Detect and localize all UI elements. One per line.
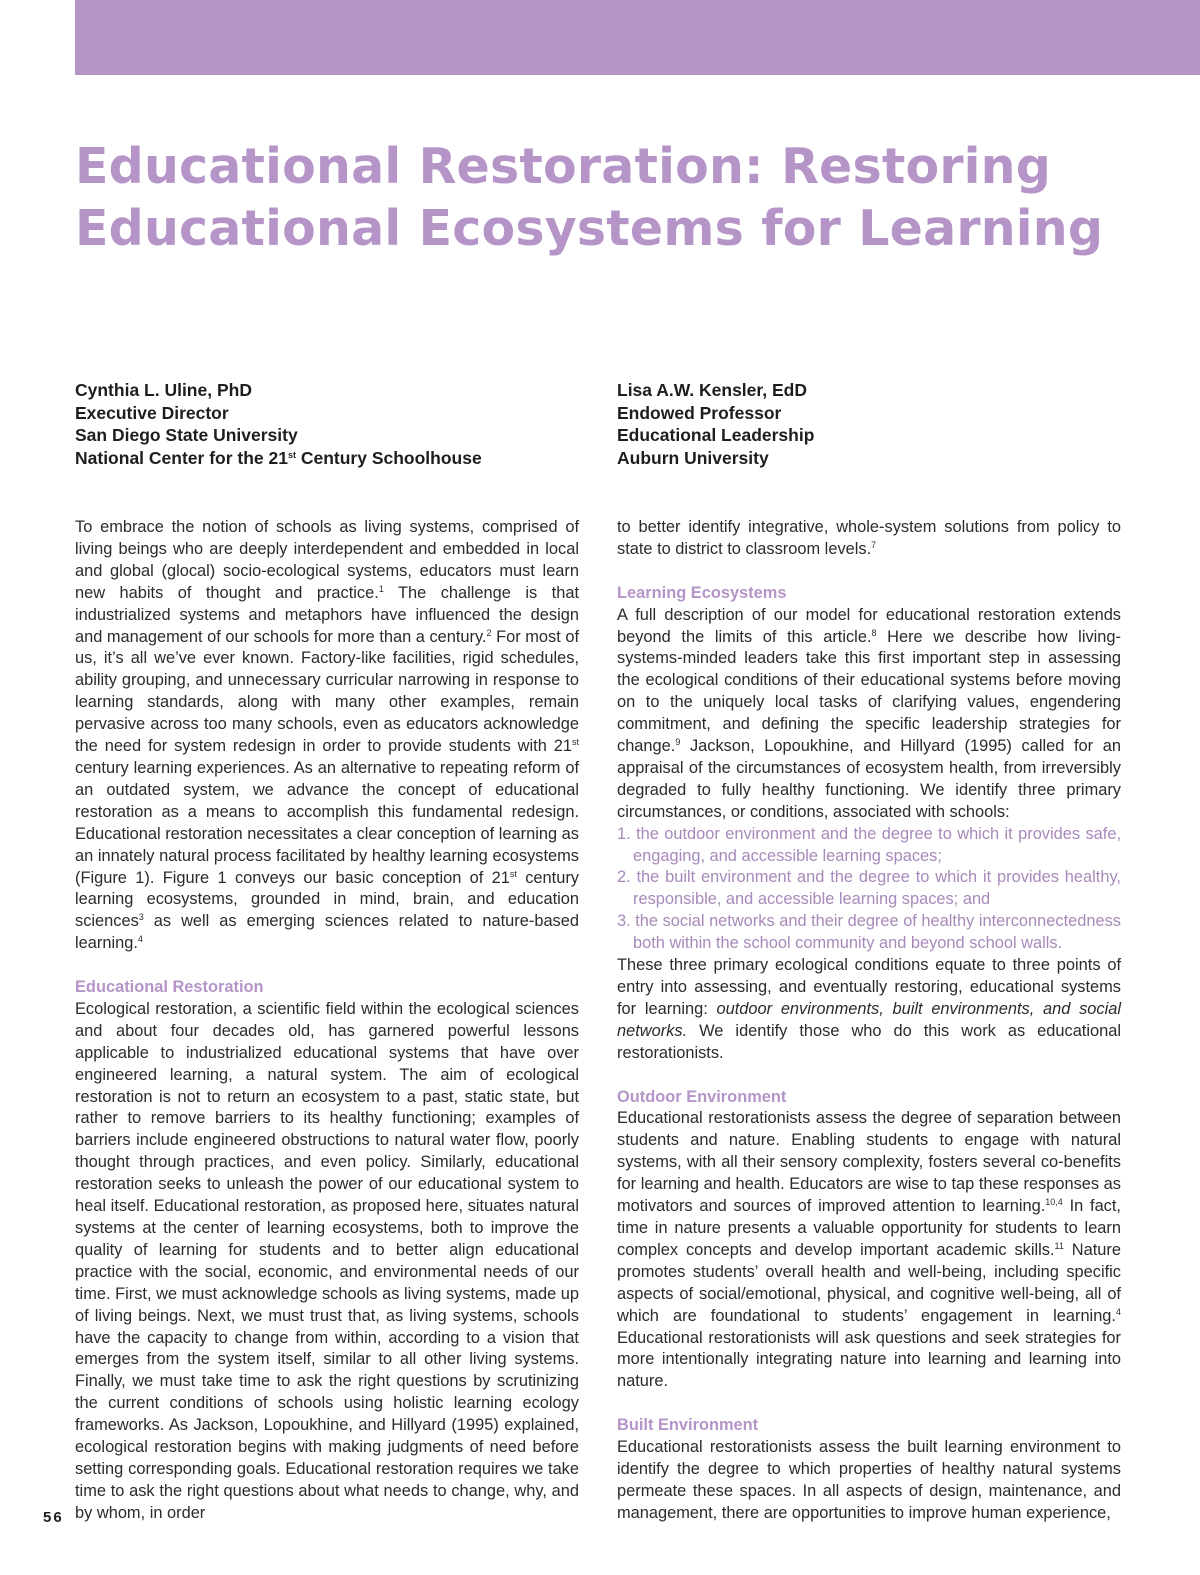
section-heading-learning-ecosystems: Learning Ecosystems [617, 583, 787, 602]
intro-paragraph: To embrace the notion of schools as living systems, comprised of living beings who are deeply interdependent and embedded in local and global (glocal) socio-ecological systems, educators must learn new habits of thought and practice.$^1$ The challenge is that industrialized systems and metaphors have influenced the design and management of our schools for more than a century.$^2$ For most of us, it’s all we’ve ever known. Factory-like facilities, rigid schedules, ability grouping, and unnecessary curricular narrowing in response to learning standards, along with many other examples, remain pervasive across too many schools, even as educators acknowledge the need for system redesign in order to provide students with 21st century learning experiences. As an alternative to repeating reform of an outdated system, we advance the concept of educational restoration as a means to accomplish this fundamental redesign. Educational restoration necessitates a clear conception of learning as an innately natural process facilitated by healthy learning ecosystems (Figure 1). Figure 1 conveys our basic conception of 21st century learning ecosystems, grounded in mind, brain, and education sciences$^3$ as well as emerging sciences related to nature-based learning.$^4$ [75, 518, 580, 953]
author-block-left [75, 379, 595, 469]
author-name: Lisa A.W. Kensler, EdD [617, 380, 807, 400]
summary-paragraph: These three primary ecological conditions equate to three points of entry into assessing, and eventually restoring, educational systems for learning: outdoor environments, built environments, and social networks. We identify those who do this work as educational restorationists. [617, 956, 1121, 1062]
built-paragraph: Educational restorationists assess the built learning environment to identify the degree to which properties of healthy natural systems permeate these spaces. In all aspects of design, maintenance, and management, there are opportunities to improve human experience, [617, 1438, 1121, 1522]
page-number: 56 [43, 1509, 64, 1526]
continuation-paragraph: to better identify integrative, whole-system solutions from policy to state to district to classroom levels.$^7$ [617, 518, 1121, 558]
right-column [617, 517, 1121, 1525]
section-heading-outdoor-environment: Outdoor Environment [617, 1087, 787, 1106]
outdoor-paragraph: Educational restorationists assess the degree of separation between students and nature. Enabling students to engage with natural systems, with all their sensory complexity, fosters several co-benefits for learning and health. Educators are wise to tap these responses as motivators and sources of improved attention to learning.$^{10,4}$ In fact, time in nature presents a valuable opportunity for students to learn complex concepts and develop important academic skills.$^{11}$ Nature promotes students’ overall health and well-being, including specific aspects of social/emotional, physical, and cognitive well-being, all of which are foundational to students’ engagement in learning.$^4$ Educational restorationists will ask questions and seek strategies for more intentionally integrating nature into learning and learning into nature. [617, 1109, 1122, 1391]
author-institution: Auburn University [617, 447, 769, 468]
header-color-band [75, 0, 1200, 75]
section-heading-built-environment: Built Environment [617, 1416, 759, 1435]
author-name: Cynthia L. Uline, PhD [75, 380, 252, 400]
left-column [75, 517, 579, 1525]
author-institution: San Diego State University [75, 425, 298, 445]
title-line-1: Educational Restoration: Restoring [75, 138, 1052, 195]
list-item: 3. the social networks and their degree of healthy interconnectedness both within the school community and beyond school walls. [617, 912, 1121, 953]
list-item: 2. the built environment and the degree to which it provides healthy, responsible, and accessible learning spaces; and [617, 868, 1121, 909]
ecosystems-paragraph: A full description of our model for educational restoration extends beyond the limits of this article.$^8$ Here we describe how living-systems-minded leaders take this first important step in assessing the ecological conditions of their educational systems before moving on to the uniquely local tasks of clarifying values, engendering commitment, and defining the specific leadership strategies for change.$^9$ Jackson, Lopoukhine, and Hillyard (1995) called for an appraisal of the circumstances of ecosystem health, from irreversibly degraded to fully healthy functioning. We identify three primary circumstances, or conditions, associated with schools: [617, 605, 1121, 821]
article-title [75, 136, 1155, 260]
list-item: 1. the outdoor environment and the degree to which it provides safe, engaging, and accessible learning spaces; [617, 824, 1121, 865]
section-heading-educational-restoration: Educational Restoration [75, 978, 264, 997]
author-center: National Center for the 21st Century Schoolhouse [75, 447, 482, 468]
author-block-right [617, 379, 1137, 469]
title-line-2: Educational Ecosystems for Learning [75, 200, 1104, 257]
restoration-paragraph: Ecological restoration, a scientific field within the ecological sciences and about four decades old, has garnered powerful lessons applicable to industrialized educational systems that have over engineered learning, a natural system. The aim of ecological restoration is not to return an ecosystem to a past, static state, but rather to remove barriers to its healthy functioning; examples of barriers include engineered obstructions to natural water flow, poorly thought through practices, and even policy. Similarly, educational restoration seeks to unleash the power of our educational system to heal itself. Educational restoration, as proposed here, situates natural systems at the center of learning ecosystems, both to improve the quality of learning for students and to better align educational practice with the social, economic, and environmental needs of our time. First, we must acknowledge schools as living systems, made up of living beings. Next, we must trust that, as living systems, schools have the capacity to change from within, according to a vision that emerges from the system itself, similar to all other living systems. Finally, we must take time to ask the right questions by scrutinizing the current conditions of schools using holistic learning ecology frameworks. As Jackson, Lopoukhine, and Hillyard (1995) explained, ecological restoration begins with making judgments of need before setting corresponding goals. Educational restoration requires we take time to ask the right questions about what needs to change, why, and by whom, in order [75, 999, 579, 1522]
author-role: Endowed Professor [617, 402, 782, 423]
author-role: Executive Director [75, 402, 229, 423]
author-department: Educational Leadership [617, 425, 815, 445]
conditions-list [617, 824, 1121, 955]
